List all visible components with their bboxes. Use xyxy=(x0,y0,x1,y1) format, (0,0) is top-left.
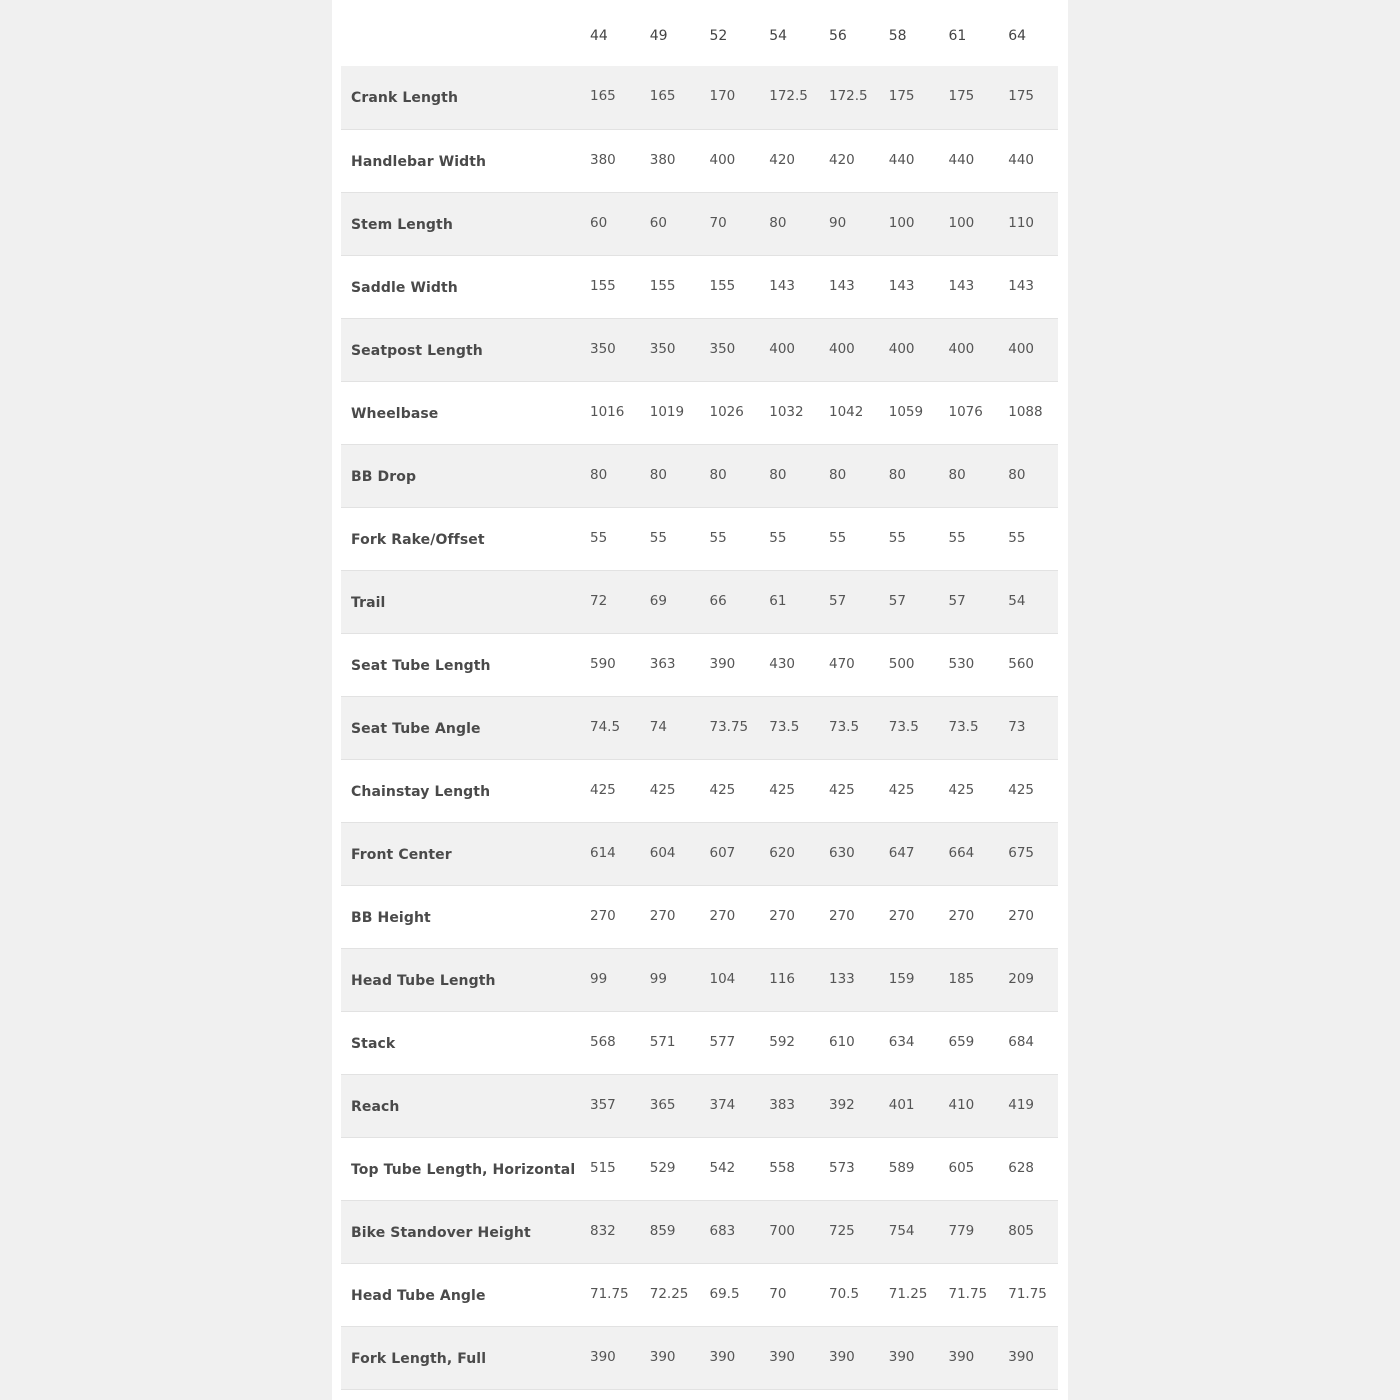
value-cell: 73 xyxy=(1008,718,1026,735)
value-cell: 410 xyxy=(948,1096,975,1113)
value-cell: 390 xyxy=(1008,1348,1035,1365)
value-cell: 390 xyxy=(769,1348,796,1365)
value-cell: 143 xyxy=(1008,277,1035,294)
value-cell: 425 xyxy=(948,781,975,798)
table-row xyxy=(341,759,1058,822)
row-label: Trail xyxy=(351,594,386,611)
value-cell: 1016 xyxy=(590,403,625,420)
value-cell: 440 xyxy=(948,151,975,168)
value-cell: 573 xyxy=(829,1159,855,1176)
value-cell: 72.25 xyxy=(649,1285,689,1302)
value-cell: 55 xyxy=(709,529,727,546)
value-cell: 116 xyxy=(769,970,796,987)
value-cell: 380 xyxy=(590,151,616,168)
value-cell: 70 xyxy=(709,214,727,231)
value-cell: 675 xyxy=(1008,844,1035,861)
row-label: Front Center xyxy=(351,846,452,863)
value-cell: 80 xyxy=(769,466,787,483)
value-cell: 647 xyxy=(888,844,915,861)
table-row xyxy=(341,192,1058,255)
value-cell: 69 xyxy=(649,592,667,609)
value-cell: 74 xyxy=(649,718,667,735)
value-cell: 165 xyxy=(649,88,676,105)
value-cell: 270 xyxy=(829,907,855,924)
row-label: Fork Length, Full xyxy=(351,1350,487,1367)
value-cell: 73.5 xyxy=(888,718,919,735)
value-cell: 392 xyxy=(829,1096,855,1113)
row-label: Stack xyxy=(351,1035,396,1052)
value-cell: 143 xyxy=(769,277,796,294)
row-label: BB Drop xyxy=(351,468,417,485)
value-cell: 1042 xyxy=(829,403,864,420)
value-cell: 542 xyxy=(709,1159,736,1176)
value-cell: 70.5 xyxy=(829,1285,860,1302)
value-cell: 620 xyxy=(769,844,796,861)
value-cell: 577 xyxy=(709,1033,736,1050)
value-cell: 529 xyxy=(649,1159,676,1176)
value-cell: 175 xyxy=(888,88,915,105)
table-row xyxy=(341,885,1058,948)
value-cell: 420 xyxy=(769,151,796,168)
value-cell: 80 xyxy=(590,466,608,483)
value-cell: 400 xyxy=(888,340,915,357)
value-cell: 270 xyxy=(590,907,616,924)
row-label: Crank Length xyxy=(351,90,459,107)
value-cell: 390 xyxy=(709,1348,736,1365)
row-label: Bike Standover Height xyxy=(351,1224,531,1241)
table-row xyxy=(341,822,1058,885)
value-cell: 57 xyxy=(888,592,906,609)
table-row xyxy=(341,1200,1058,1263)
size-header-44: 44 xyxy=(590,28,608,44)
geometry-panel xyxy=(332,0,1068,1400)
header-row xyxy=(341,0,1058,66)
value-cell: 470 xyxy=(829,655,855,672)
row-label: Fork Rake/Offset xyxy=(351,531,485,548)
value-cell: 73.5 xyxy=(769,718,800,735)
value-cell: 71.75 xyxy=(1008,1285,1047,1302)
value-cell: 80 xyxy=(948,466,966,483)
value-cell: 70 xyxy=(769,1285,787,1302)
row-label: Top Tube Length, Horizontal xyxy=(351,1161,576,1178)
value-cell: 425 xyxy=(829,781,855,798)
value-cell: 1032 xyxy=(769,403,804,420)
value-cell: 159 xyxy=(888,970,915,987)
value-cell: 270 xyxy=(948,907,975,924)
value-cell: 614 xyxy=(590,844,616,861)
value-cell: 104 xyxy=(709,970,736,987)
value-cell: 859 xyxy=(649,1222,676,1239)
table-row xyxy=(341,1074,1058,1137)
value-cell: 400 xyxy=(829,340,855,357)
row-label: BB Height xyxy=(351,909,431,926)
value-cell: 607 xyxy=(709,844,736,861)
value-cell: 515 xyxy=(590,1159,616,1176)
row-label: Wheelbase xyxy=(351,405,439,422)
value-cell: 568 xyxy=(590,1033,616,1050)
value-cell: 57 xyxy=(829,592,847,609)
row-label: Handlebar Width xyxy=(351,153,487,170)
value-cell: 350 xyxy=(590,340,616,357)
value-cell: 73.5 xyxy=(948,718,979,735)
value-cell: 380 xyxy=(649,151,676,168)
value-cell: 592 xyxy=(769,1033,796,1050)
value-cell: 350 xyxy=(649,340,676,357)
value-cell: 209 xyxy=(1008,970,1035,987)
header-label-cell xyxy=(341,0,580,66)
value-cell: 390 xyxy=(948,1348,975,1365)
value-cell: 390 xyxy=(829,1348,855,1365)
value-cell: 530 xyxy=(948,655,975,672)
value-cell: 700 xyxy=(769,1222,796,1239)
value-cell: 80 xyxy=(769,214,787,231)
value-cell: 99 xyxy=(590,970,608,987)
value-cell: 54 xyxy=(1008,592,1026,609)
value-cell: 383 xyxy=(769,1096,796,1113)
value-cell: 185 xyxy=(948,970,975,987)
value-cell: 634 xyxy=(888,1033,915,1050)
geometry-table xyxy=(341,0,1058,1390)
value-cell: 66 xyxy=(709,592,727,609)
value-cell: 400 xyxy=(709,151,736,168)
value-cell: 664 xyxy=(948,844,975,861)
value-cell: 659 xyxy=(948,1033,975,1050)
value-cell: 374 xyxy=(709,1096,736,1113)
value-cell: 684 xyxy=(1008,1033,1035,1050)
value-cell: 71.75 xyxy=(948,1285,988,1302)
value-cell: 80 xyxy=(649,466,667,483)
value-cell: 779 xyxy=(948,1222,975,1239)
value-cell: 100 xyxy=(948,214,975,231)
value-cell: 425 xyxy=(769,781,796,798)
row-label: Seatpost Length xyxy=(351,342,483,359)
value-cell: 832 xyxy=(590,1222,616,1239)
value-cell: 440 xyxy=(888,151,915,168)
table-row xyxy=(341,318,1058,381)
table-row xyxy=(341,633,1058,696)
value-cell: 71.25 xyxy=(888,1285,928,1302)
value-cell: 72 xyxy=(590,592,608,609)
value-cell: 175 xyxy=(948,88,975,105)
table-row xyxy=(341,696,1058,759)
value-cell: 60 xyxy=(649,214,667,231)
table-row xyxy=(341,381,1058,444)
value-cell: 133 xyxy=(829,970,855,987)
value-cell: 605 xyxy=(948,1159,975,1176)
size-header-56: 56 xyxy=(829,28,847,44)
value-cell: 170 xyxy=(709,88,736,105)
value-cell: 143 xyxy=(948,277,975,294)
size-header-58: 58 xyxy=(888,28,907,44)
value-cell: 400 xyxy=(1008,340,1035,357)
value-cell: 80 xyxy=(888,466,906,483)
value-cell: 165 xyxy=(590,88,616,105)
value-cell: 55 xyxy=(948,529,966,546)
table-row xyxy=(341,1326,1058,1389)
value-cell: 1076 xyxy=(948,403,983,420)
value-cell: 365 xyxy=(649,1096,676,1113)
value-cell: 425 xyxy=(649,781,676,798)
value-cell: 628 xyxy=(1008,1159,1035,1176)
size-header-64: 64 xyxy=(1008,28,1027,44)
value-cell: 357 xyxy=(590,1096,616,1113)
value-cell: 55 xyxy=(829,529,847,546)
value-cell: 80 xyxy=(829,466,847,483)
value-cell: 390 xyxy=(649,1348,676,1365)
table-row xyxy=(341,1137,1058,1200)
value-cell: 425 xyxy=(888,781,915,798)
value-cell: 270 xyxy=(888,907,915,924)
value-cell: 558 xyxy=(769,1159,796,1176)
row-label: Seat Tube Length xyxy=(351,657,491,674)
value-cell: 80 xyxy=(709,466,727,483)
value-cell: 99 xyxy=(649,970,667,987)
value-cell: 440 xyxy=(1008,151,1035,168)
value-cell: 425 xyxy=(709,781,736,798)
table-row xyxy=(341,129,1058,192)
value-cell: 571 xyxy=(649,1033,676,1050)
table-row xyxy=(341,66,1058,129)
value-cell: 420 xyxy=(829,151,855,168)
value-cell: 430 xyxy=(769,655,796,672)
value-cell: 1059 xyxy=(888,403,924,420)
value-cell: 590 xyxy=(590,655,616,672)
value-cell: 57 xyxy=(948,592,966,609)
value-cell: 500 xyxy=(888,655,915,672)
size-header-54: 54 xyxy=(769,28,788,44)
value-cell: 55 xyxy=(888,529,906,546)
value-cell: 1026 xyxy=(709,403,744,420)
value-cell: 55 xyxy=(590,529,608,546)
table-row xyxy=(341,570,1058,633)
size-header-49: 49 xyxy=(649,28,668,44)
row-label: Reach xyxy=(351,1098,400,1115)
row-label: Chainstay Length xyxy=(351,783,491,800)
value-cell: 74.5 xyxy=(590,718,621,735)
row-label: Seat Tube Angle xyxy=(351,720,481,737)
value-cell: 390 xyxy=(888,1348,915,1365)
table-row xyxy=(341,444,1058,507)
value-cell: 270 xyxy=(649,907,676,924)
value-cell: 55 xyxy=(769,529,787,546)
value-cell: 175 xyxy=(1008,88,1035,105)
table-row xyxy=(341,1263,1058,1326)
value-cell: 1019 xyxy=(649,403,685,420)
value-cell: 630 xyxy=(829,844,855,861)
value-cell: 61 xyxy=(769,592,787,609)
row-label: Head Tube Length xyxy=(351,972,496,989)
value-cell: 172.5 xyxy=(829,88,868,105)
value-cell: 172.5 xyxy=(769,88,808,105)
value-cell: 270 xyxy=(769,907,796,924)
value-cell: 55 xyxy=(1008,529,1026,546)
value-cell: 155 xyxy=(709,277,736,294)
value-cell: 55 xyxy=(649,529,667,546)
value-cell: 725 xyxy=(829,1222,855,1239)
value-cell: 390 xyxy=(590,1348,616,1365)
table-row xyxy=(341,1011,1058,1074)
value-cell: 73.5 xyxy=(829,718,860,735)
value-cell: 400 xyxy=(769,340,796,357)
table-row xyxy=(341,255,1058,318)
row-label: Stem Length xyxy=(351,216,453,233)
value-cell: 805 xyxy=(1008,1222,1035,1239)
size-header-61: 61 xyxy=(948,28,967,44)
value-cell: 604 xyxy=(649,844,676,861)
value-cell: 143 xyxy=(888,277,915,294)
table-body xyxy=(341,66,1058,1389)
value-cell: 110 xyxy=(1008,214,1035,231)
value-cell: 425 xyxy=(590,781,616,798)
value-cell: 80 xyxy=(1008,466,1026,483)
value-cell: 155 xyxy=(590,277,616,294)
table-row xyxy=(341,507,1058,570)
value-cell: 610 xyxy=(829,1033,855,1050)
value-cell: 60 xyxy=(590,214,608,231)
row-label: Head Tube Angle xyxy=(351,1287,486,1304)
value-cell: 71.75 xyxy=(590,1285,629,1302)
value-cell: 589 xyxy=(888,1159,915,1176)
value-cell: 143 xyxy=(829,277,855,294)
value-cell: 683 xyxy=(709,1222,736,1239)
value-cell: 560 xyxy=(1008,655,1035,672)
value-cell: 419 xyxy=(1008,1096,1035,1113)
value-cell: 100 xyxy=(888,214,915,231)
value-cell: 73.75 xyxy=(709,718,749,735)
value-cell: 69.5 xyxy=(709,1285,740,1302)
value-cell: 400 xyxy=(948,340,975,357)
value-cell: 1088 xyxy=(1008,403,1043,420)
value-cell: 90 xyxy=(829,214,847,231)
value-cell: 390 xyxy=(709,655,736,672)
value-cell: 401 xyxy=(888,1096,915,1113)
value-cell: 155 xyxy=(649,277,676,294)
value-cell: 270 xyxy=(1008,907,1035,924)
value-cell: 363 xyxy=(649,655,676,672)
value-cell: 270 xyxy=(709,907,736,924)
row-label: Saddle Width xyxy=(351,279,458,296)
value-cell: 425 xyxy=(1008,781,1035,798)
table-header xyxy=(341,0,1058,66)
value-cell: 754 xyxy=(888,1222,915,1239)
size-header-52: 52 xyxy=(709,28,728,44)
table-row xyxy=(341,948,1058,1011)
value-cell: 350 xyxy=(709,340,736,357)
